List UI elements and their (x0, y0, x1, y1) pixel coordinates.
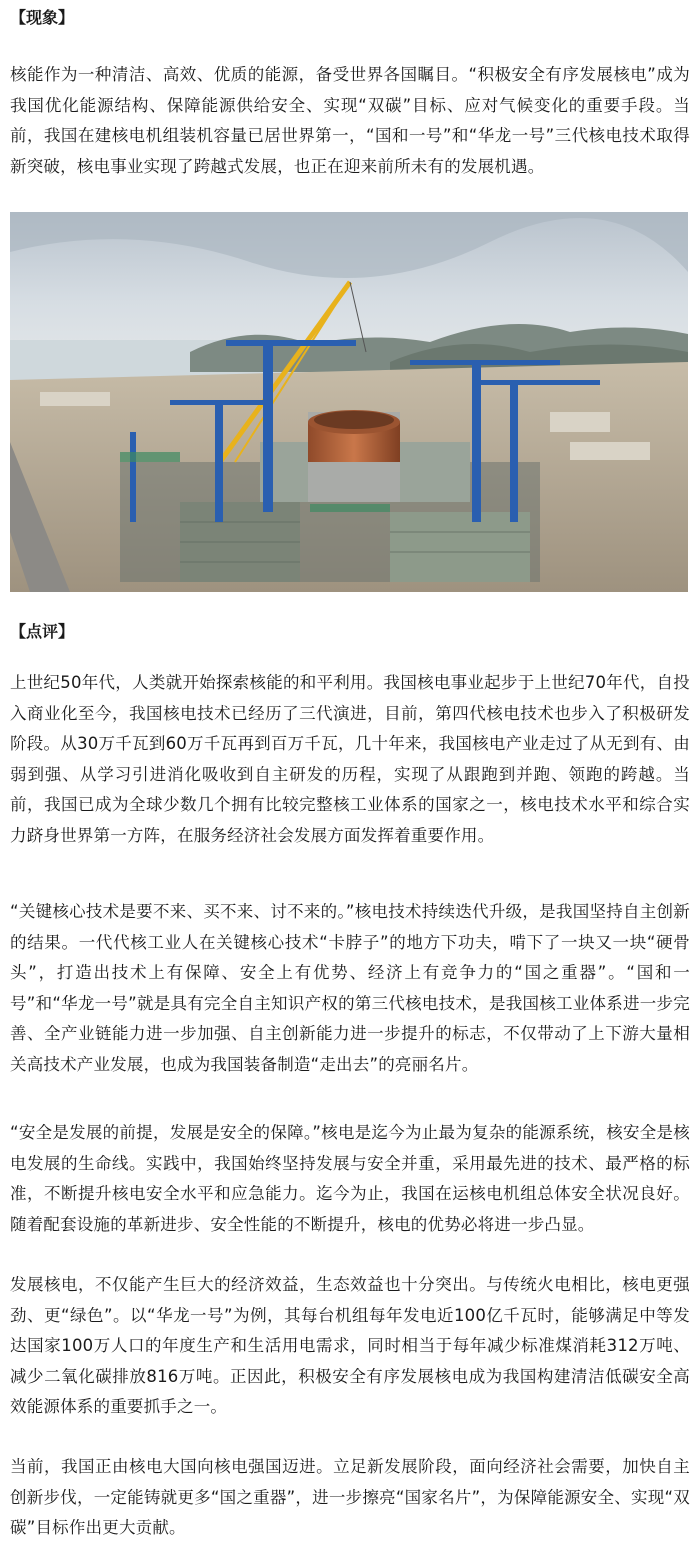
paragraph-phenomenon: 核能作为一种清洁、高效、优质的能源，备受世界各国瞩目。“积极安全有序发展核电”成为我国优化能源结构、保障能源供给安全、实现“双碳”目标、应对气候变化的重要手段。当前，我国在建核电机组装机容量已居世界第一，“国和一号”和“华龙一号”三代核电技术取得新突破，核电事业实现了跨越式发展，也正在迎来前所未有的发展机遇。 (10, 65, 690, 176)
section-heading-comment: 【点评】 (10, 622, 75, 641)
paragraph: “关键核心技术是要不来、买不来、讨不来的。”核电技术持续迭代升级，是我国坚持自主创新的结果。一代代核工业人在关键核心技术“卡脖子”的地方下功夫，啃下了一块又一块“硬骨头”，打造出技术上有保障、安全上有优势、经济上有竞争力的“国之重器”。“国和一号”和“华龙一号”就是具有完全自主知识产权的第三代核电技术，是我国核工业体系进一步完善、全产业链能力进一步加强、自主创新能力进一步提升的标志，不仅带动了上下游大量相关高技术产业发展，也成为我国装备制造“走出去”的亮丽名片。 (10, 902, 690, 1074)
paragraph: 发展核电，不仅能产生巨大的经济效益，生态效益也十分突出。与传统火电相比，核电更强劲、更“绿色”。以“华龙一号”为例，其每台机组每年发电近100亿千瓦时，能够满足中等发达国家100万人口的年度生产和生活用电需求，同时相当于每年减少标准煤消耗312万吨、减少二氧化碳排放816万吨。正因此，积极安全有序发展核电成为我国构建清洁低碳安全高效能源体系的重要抓手之一。 (10, 1275, 690, 1416)
nuclear-plant-construction-photo (10, 212, 688, 592)
paragraph: 上世纪50年代，人类就开始探索核能的和平利用。我国核电事业起步于上世纪70年代，自投入商业化至今，我国核电技术已经历了三代演进，目前，第四代核电技术也步入了积极研发阶段。从30万千瓦到60万千瓦再到百万千瓦，几十年来，我国核电产业走过了从无到有、由弱到强、从学习引进消化吸收到自主研发的历程，实现了从跟跑到并跑、领跑的跨越。当前，我国已成为全球少数几个拥有比较完整核工业体系的国家之一，核电技术水平和综合实力跻身世界第一方阵，在服务经济社会发展方面发挥着重要作用。 (10, 673, 690, 845)
paragraph: 当前，我国正由核电大国向核电强国迈进。立足新发展阶段，面向经济社会需要，加快自主创新步伐，一定能铸就更多“国之重器”，进一步擦亮“国家名片”，为保障能源安全、实现“双碳”目标作出更大贡献。 (10, 1457, 690, 1537)
paragraph: “安全是发展的前提，发展是安全的保障。”核电是迄今为止最为复杂的能源系统，核安全是核电发展的生命线。实践中，我国始终坚持发展与安全并重，采用最先进的技术、最严格的标准，不断提升核电安全水平和应急能力。迄今为止，我国在运核电机组总体安全状况良好。随着配套设施的革新进步、安全性能的不断提升，核电的优势必将进一步凸显。 (10, 1123, 690, 1234)
section-heading-phenomenon: 【现象】 (10, 8, 75, 27)
